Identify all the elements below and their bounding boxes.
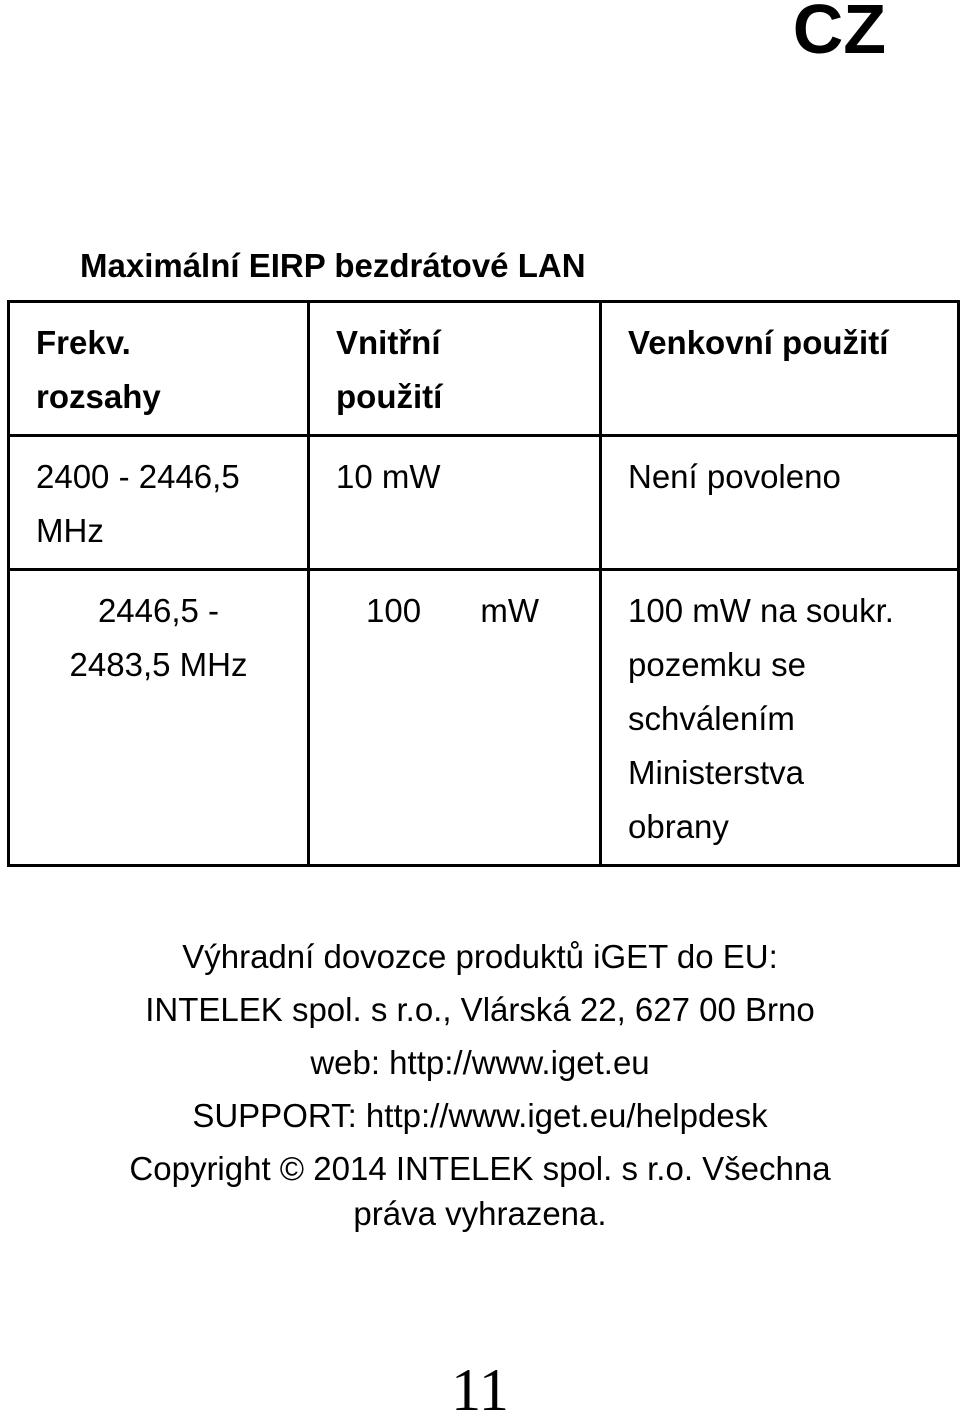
copyright-line: práva vyhrazena.: [353, 1195, 607, 1232]
outdoor-line: Ministerstva: [628, 754, 805, 791]
column-header-line: Vnitřní: [336, 324, 441, 361]
outdoor-cell: [601, 570, 959, 866]
column-header-line: Venkovní použití: [628, 324, 889, 361]
table-row: [9, 570, 959, 866]
outdoor-cell: [601, 436, 959, 570]
table-header-row: [9, 302, 959, 436]
support-link: SUPPORT: http://www.iget.eu/helpdesk: [192, 1097, 768, 1134]
column-header-line: použití: [336, 378, 443, 415]
frequency-line: 2400 - 2446,5: [36, 458, 240, 495]
table-row: [9, 436, 959, 570]
column-header-line: rozsahy: [36, 378, 161, 415]
outdoor-line: 100 mW na soukr.: [628, 592, 894, 629]
frequency-line: 2483,5 MHz: [69, 646, 248, 683]
web-link: web: http://www.iget.eu: [310, 1044, 650, 1081]
page-number: 11: [451, 1357, 509, 1423]
eirp-table: [7, 300, 960, 867]
frequency-line: 2446,5 -: [97, 592, 220, 629]
address-line: INTELEK spol. s r.o., Vlárská 22, 627 00 Brno: [145, 991, 815, 1028]
column-header-line: Frekv.: [36, 324, 131, 361]
indoor-cell: [309, 570, 601, 866]
indoor-unit: mW: [480, 592, 539, 629]
indoor-value: 100: [366, 592, 422, 629]
outdoor-line: obrany: [628, 808, 729, 845]
copyright-line: Copyright © 2014 INTELEK spol. s r.o. Všechna: [129, 1150, 831, 1187]
column-header-frequency: [9, 302, 309, 436]
frequency-line: MHz: [36, 512, 104, 549]
outdoor-line: pozemku se: [628, 646, 806, 683]
outdoor-line: Není povoleno: [628, 458, 841, 495]
indoor-value: 10 mW: [336, 458, 441, 495]
frequency-cell: [9, 436, 309, 570]
indoor-cell: [309, 436, 601, 570]
column-header-outdoor: [601, 302, 959, 436]
importer-footer: [0, 930, 960, 1233]
outdoor-line: schválením: [628, 700, 795, 737]
column-header-indoor: [309, 302, 601, 436]
language-code: CZ: [792, 0, 886, 68]
indoor-value-group: [336, 584, 589, 638]
table-title: Maximální EIRP bezdrátové LAN: [80, 247, 586, 284]
importer-line: Výhradní dovozce produktů iGET do EU:: [182, 938, 778, 975]
frequency-cell: [9, 570, 309, 866]
